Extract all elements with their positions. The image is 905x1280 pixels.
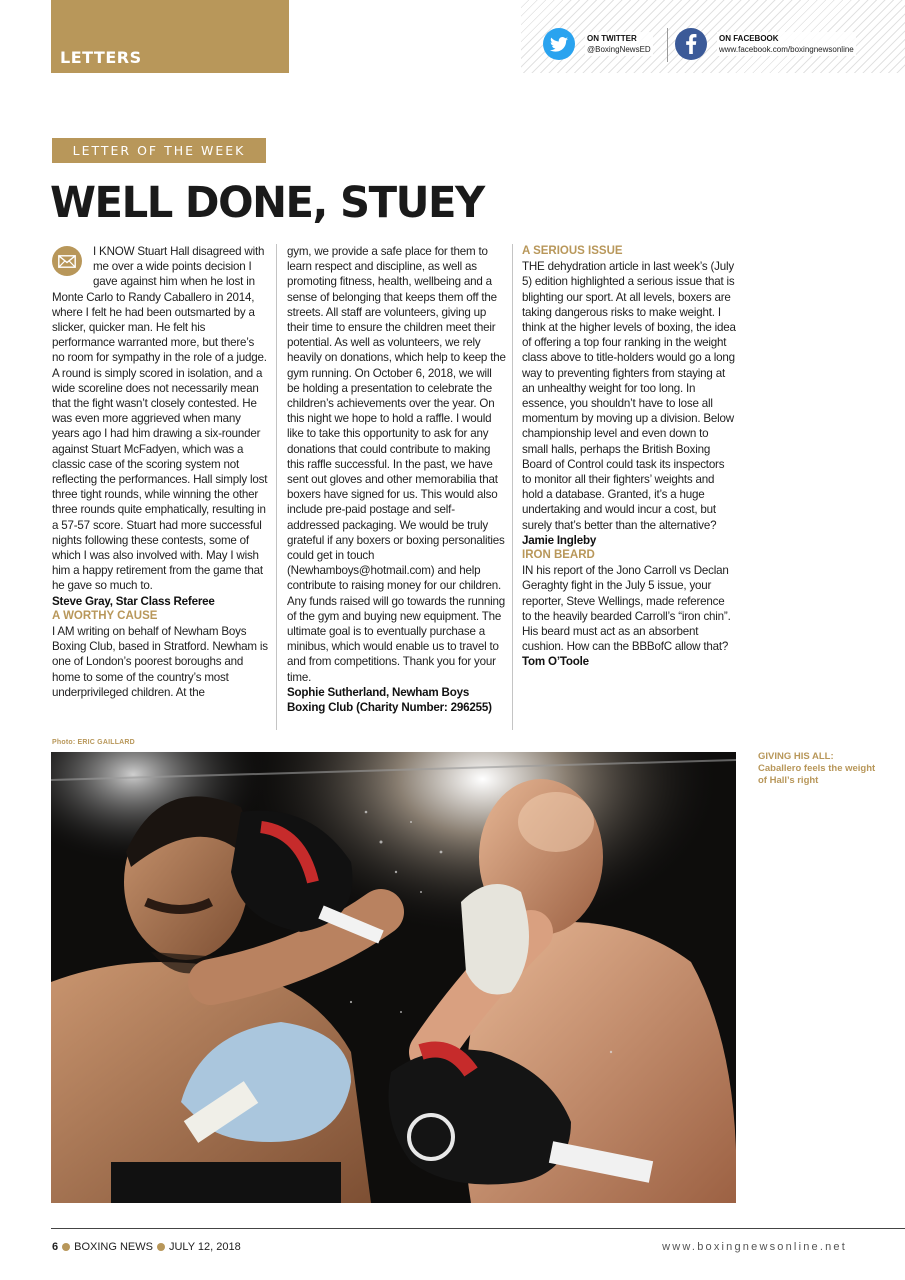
letter-4-signature: Tom O’Toole	[522, 655, 589, 669]
letter-1-signature: Steve Gray, Star Class Referee	[52, 594, 215, 608]
issue-date: JULY 12, 2018	[168, 1241, 241, 1253]
publication-name: BOXING NEWS	[74, 1241, 153, 1253]
twitter-title: ON TWITTER	[587, 34, 637, 43]
letter-2-subhead: A WORTHY CAUSE	[52, 609, 158, 622]
letter-3-subhead: A SERIOUS ISSUE	[522, 245, 623, 257]
letter-2-body-part-b: gym, we provide a safe place for them to learn respect and discipline, as well as promoting fitness, health, wellbeing and a sense of belonging that keeps them off the streets. All staff are volunteers, giving up their time to ensure the children meet their potential. As well as volunteers, we rely heavily on donations, which help to keep the gym running. On October 6, 2018, we will be holding a presentation to celebrate the children’s achievements over the year. On this night we hope to hold a raffle. I would like to take this opportunity to ask for any donations that could contribute to making this raffle successful. In the past, we have sent out gloves and other memorabilia that boxers have signed for us. This would also include pre-paid postage and self-addressed packaging. We would be truly grateful if any boxers or boxing personalities could get in touch (Newhamboys@hotmail.com) and help contribute to raising money for our children. Any funds raised will go towards the running of the gym and buying new equipment. The ultimate goal is to eventually purchase a minibus, which would enable us to travel to and from competitions. Thank you for your time.	[287, 245, 506, 684]
twitter-block[interactable]	[543, 28, 653, 60]
facebook-block[interactable]	[675, 28, 856, 60]
letter-4-subhead: IRON BEARD	[522, 549, 595, 562]
page-number: 6	[52, 1241, 59, 1253]
footer-website-link[interactable]: www.boxingnewsonline.net	[662, 1241, 847, 1253]
letter-4-body: IN his report of the Jono Carroll vs Declan Geraghty fight in the July 5 issue, your reporter, Steve Wellings, made reference to the heavily bearded Carroll’s “iron chin”. His beard must act as an absorbent cushion. How can the BBBofC allow that?	[522, 564, 731, 654]
twitter-handle: @BoxingNewsED	[587, 45, 651, 54]
footer-folio	[52, 1241, 241, 1253]
letter-of-the-week-banner: LETTER OF THE WEEK	[52, 138, 266, 163]
column-divider-1	[276, 244, 277, 730]
section-label: LETTERS	[60, 48, 142, 67]
letter-1-body: I KNOW Stuart Hall disagreed with me over a wide points decision I gave against him when he lost in Monte Carlo to Randy Caballero in 2014, where I felt he had been outsmarted by a slicker, quicker man. He felt his performance warranted more, but there’s no room for sympathy in the role of a judge. A round is simply scored in isolation, and a wide scoreline does not necessarily mean that the fight wasn’t closely contested. He was even more aggrieved when many years ago I had him drawing a six-rounder against Stuart McFadyen, which was a classic case of the scoring system not reflecting the performances. Hall simply lost three tight rounds, while winning the other three rounds quite emphatically, resulting in a 57-57 score. Stuart had more successful nights following these contests, some of which I was also involved with. May I wish him a happy retirement from the game that he gave so much to.	[52, 245, 268, 593]
facebook-title: ON FACEBOOK	[719, 34, 779, 43]
photo-credit: Photo: ERIC GAILLARD	[52, 739, 135, 746]
column-2	[287, 244, 507, 715]
photo-caption: GIVING HIS ALL: Caballero feels the weight of Hall’s right	[758, 751, 876, 786]
headline: WELL DONE, STUEY	[50, 178, 484, 228]
letter-2-body-part-a: I AM writing on behalf of Newham Boys Boxing Club, based in Stratford. Newham is one of London’s poorest boroughs and home to some of the country’s most underprivileged children. At the	[52, 625, 268, 699]
letter-3-body: THE dehydration article in last week’s (July 5) edition highlighted a serious issue that is blighting our sport. At all levels, boxers are taking dangerous risks to make weight. I think at the higher levels of boxing, the idea of offering a top four ranking in the weight class above to title-holders would go a long way to preventing fighters from staying at an unhealthy weight for too long. In essence, you shouldn’t have to lose all momentum by moving up a division. Below championship level and even down to small halls, perhaps the British Boxing Board of Control could task its inspectors to monitor all their fighters’ weights and hold a database. Granted, it’s a huge undertaking and would incur a cost, but surely that’s better than the alternative?	[522, 260, 736, 532]
twitter-icon	[543, 28, 575, 60]
footer-rule	[51, 1228, 905, 1229]
facebook-handle: www.facebook.com/boxingnewsonline	[719, 45, 854, 54]
social-divider	[667, 28, 668, 62]
facebook-icon	[675, 28, 707, 60]
column-3	[522, 244, 736, 670]
section-tab	[51, 0, 289, 73]
boxing-photo-illustration	[51, 752, 736, 1203]
social-bar	[521, 0, 905, 73]
column-1	[52, 244, 268, 700]
boxing-photo	[51, 752, 736, 1203]
letter-2-signature: Sophie Sutherland, Newham Boys Boxing Club (Charity Number: 296255)	[287, 685, 492, 715]
column-divider-2	[512, 244, 513, 730]
footer-dot-icon	[62, 1243, 70, 1251]
envelope-icon	[52, 246, 82, 276]
footer-dot-icon	[157, 1243, 165, 1251]
letter-3-signature: Jamie Ingleby	[522, 533, 597, 547]
